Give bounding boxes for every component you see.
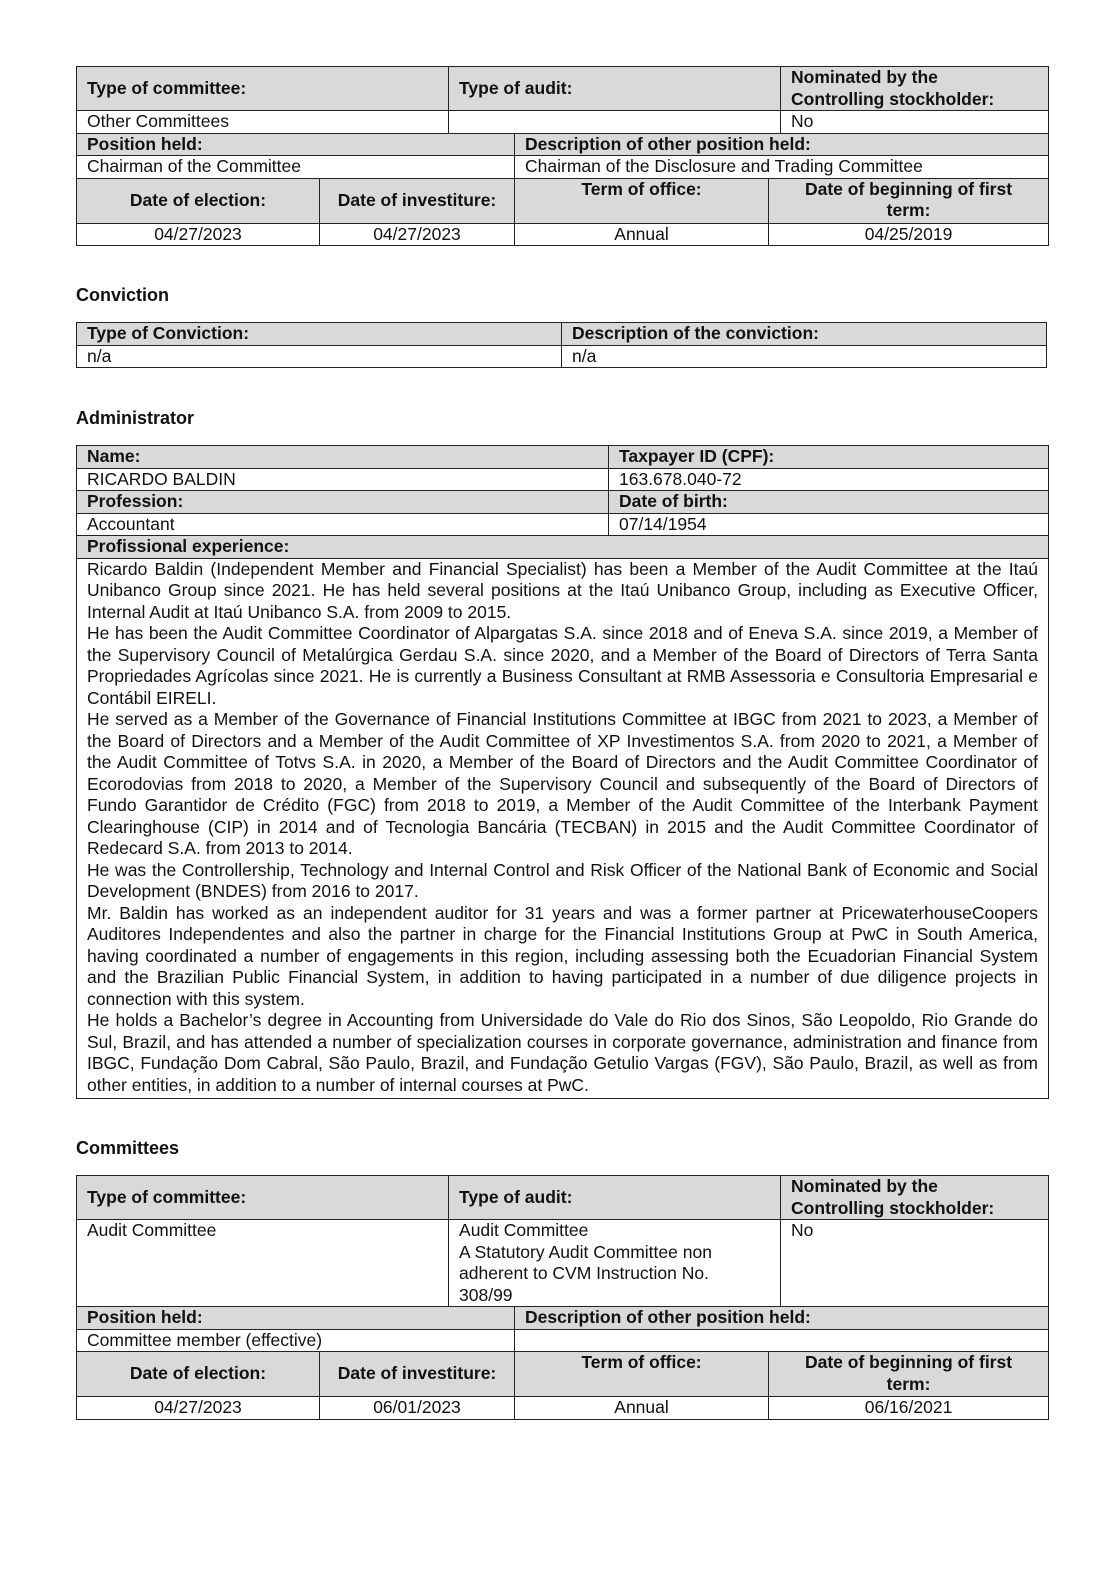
type-of-audit-line: Audit Committee [459,1220,589,1240]
type-of-audit-header: Type of audit: [449,67,781,111]
nominated-header [781,1176,1049,1220]
date-election-value: 04/27/2023 [77,223,320,246]
position-held-value: Committee member (effective) [77,1329,515,1352]
position-held-header: Position held: [77,1307,515,1330]
experience-header: Profissional experience: [77,536,1049,559]
conviction-description-value: n/a [562,345,1047,368]
committee-table-2 [76,1175,1049,1420]
name-header: Name: [77,446,609,469]
description-other-header: Description of other position held: [515,133,1049,156]
experience-paragraph: He has been the Audit Committee Coordinator of Alpargatas S.A. since 2018 and of Eneva S.A. since 2019, a Member of the Supervisory Council of Metalúrgica Gerdau S.A. since 2020, and a Member of the Board of Directors of Terra Santa Propriedades Agrícolas since 2021. He is currently a Business Consultant at RMB Assessoria e Consultoria Empresarial e Contábil EIRELI. [87,623,1038,708]
cpf-header: Taxpayer ID (CPF): [609,446,1049,469]
administrator-table [76,445,1049,1099]
type-of-audit-value [449,111,781,134]
birth-header: Date of birth: [609,491,1049,514]
birth-value: 07/14/1954 [609,513,1049,536]
nominated-value: No [781,1220,1049,1307]
nominated-header [781,67,1049,111]
type-of-audit-value [449,1220,781,1307]
experience-paragraph: Ricardo Baldin (Independent Member and Financial Specialist) has been a Member of the Audit Committee at the Itaú Unibanco Group since 2021. He has held several positions at the Itaú Unibanco Group, including as Executive Officer, Internal Audit at Itaú Unibanco S.A. from 2009 to 2015. [87,558,1038,622]
type-of-audit-line: adherent to CVM Instruction No. [459,1263,709,1283]
conviction-type-header: Type of Conviction: [77,323,562,346]
date-election-header: Date of election: [77,178,320,223]
date-beginning-header-line2: term: [886,1373,931,1394]
type-of-audit-line: 308/99 [459,1284,513,1305]
name-value: RICARDO BALDIN [77,468,609,491]
conviction-title: Conviction [76,285,169,305]
nominated-header-line1: Nominated by the [791,1176,938,1196]
experience-paragraph: He was the Controllership, Technology and Internal Control and Risk Officer of the National Bank of Economic and Social Development (BNDES) from 2016 to 2017. [87,859,1038,901]
term-office-header: Term of office: [515,1352,769,1397]
date-investiture-value: 04/27/2023 [320,223,515,246]
committee-table-1 [76,66,1049,246]
type-of-committee-value: Other Committees [77,111,449,134]
experience-paragraph: He holds a Bachelor’s degree in Accounting from Universidade do Vale do Rio dos Sinos, São Leopoldo, Rio Grande do Sul, Brazil, and has attended a number of specialization courses in corporate governance, administration and finance from IBGC, Fundação Dom Cabral, São Paulo, Brazil, and Fundação Getulio Vargas (FGV), São Paulo, Brazil, as well as from other entities, in addition to a number of internal courses at PwC. [87,1010,1038,1095]
nominated-header-line2: Controlling stockholder: [791,88,995,109]
date-investiture-header: Date of investiture: [320,178,515,223]
experience-text [77,558,1049,1099]
type-of-committee-header: Type of committee: [77,67,449,111]
administrator-title: Administrator [76,408,195,428]
date-beginning-header-line1: Date of beginning of first [804,1352,1013,1372]
type-of-audit-line: A Statutory Audit Committee non [459,1241,712,1262]
date-election-header: Date of election: [77,1352,320,1397]
date-investiture-header: Date of investiture: [320,1352,515,1397]
description-other-value: Chairman of the Disclosure and Trading Committee [515,156,1049,179]
term-office-header: Term of office: [515,178,769,223]
position-held-header: Position held: [77,133,515,156]
position-held-value: Chairman of the Committee [77,156,515,179]
date-election-value: 04/27/2023 [77,1397,320,1420]
date-beginning-header [769,178,1049,223]
date-beginning-header [769,1352,1049,1397]
term-office-value: Annual [515,223,769,246]
conviction-description-header: Description of the conviction: [562,323,1047,346]
type-of-audit-header: Type of audit: [449,1176,781,1220]
nominated-header-line2: Controlling stockholder: [791,1197,995,1218]
type-of-committee-value: Audit Committee [77,1220,449,1307]
conviction-table [76,322,1047,368]
date-investiture-value: 06/01/2023 [320,1397,515,1420]
date-beginning-value: 04/25/2019 [769,223,1049,246]
description-other-header: Description of other position held: [515,1307,1049,1330]
date-beginning-header-line1: Date of beginning of first [804,178,1013,199]
cpf-value: 163.678.040-72 [609,468,1049,491]
profession-value: Accountant [77,513,609,536]
description-other-value [515,1329,1049,1352]
type-of-committee-header: Type of committee: [77,1176,449,1220]
date-beginning-header-line2: term: [886,200,931,220]
committees-title: Committees [76,1138,180,1158]
experience-paragraph: He served as a Member of the Governance of Financial Institutions Committee at IBGC from 2021 to 2023, a Member of the Board of Directors and a Member of the Audit Committee of XP Investimentos S.A. from 2020 to 2021, a Member of the Audit Committee of Totvs S.A. in 2020, a Member of the Board of Directors and the Audit Committee Coordinator of Ecorodovias from 2018 to 2020, a Member of the Supervisory Council and subsequently of the Board of Directors of Fundo Garantidor de Crédito (FGC) from 2018 to 2019, a Member of the Audit Committee of the Interbank Payment Clearinghouse (CIP) in 2014 and of Tecnologia Bancária (TECBAN) in 2015 and the Audit Committee Coordinator of Redecard S.A. from 2013 to 2014. [87,709,1038,858]
date-beginning-value: 06/16/2021 [769,1397,1049,1420]
nominated-value: No [781,111,1049,134]
experience-paragraph: Mr. Baldin has worked as an independent auditor for 31 years and was a former partner at PricewaterhouseCoopers Auditores Independentes and also the partner in charge for the Financial Institutions Group at PwC in South America, having coordinated a number of engagements in this region, including assessing both the Ecuadorian Financial System and the Brazilian Public Financial System, in addition to having participated in a number of due diligence projects in connection with this system. [87,902,1038,1009]
nominated-header-line1: Nominated by the [791,67,938,87]
profession-header: Profession: [77,491,609,514]
term-office-value: Annual [515,1397,769,1420]
conviction-type-value: n/a [77,345,562,368]
